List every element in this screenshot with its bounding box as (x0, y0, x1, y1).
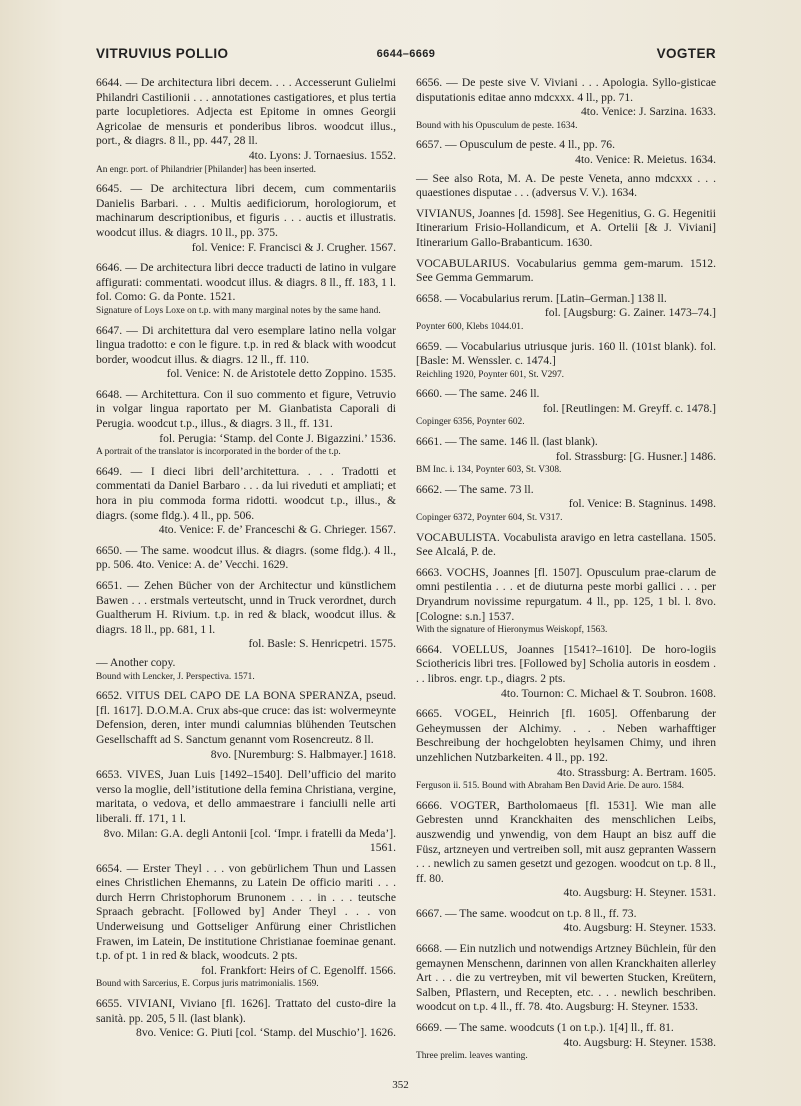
entry-description: 6655. VIVIANI, Viviano [fl. 1626]. Trattato del custo-dire la sanità. pp. 205, 5 ll. (last blank). (96, 997, 396, 1025)
entry-description: 6662. — The same. 73 ll. (416, 482, 534, 496)
entry-imprint: fol. Venice: N. de Aristotele detto Zoppino. 1535. (166, 367, 396, 381)
entry-imprint: fol. Frankfort: Heirs of C. Egenolff. 1566. (201, 963, 396, 977)
entry-description: 6654. — Erster Theyl . . . von gebürlichem Thun und Lassen eines Christlichen Ehemanns, zu Latein De officio mariti . . . durch Herrn Christophorum Brunonem . . . in . . . teutsche Spraach gebracht. [Followed by] Ander Theyl . . . von Underweisung und Gottseliger Anfürung einer Christlichen Frawen, im Latein, De institutione Christianae foeminae genant. t.p. of pt. 1 in red & black, woodcuts. 2 pts. (96, 861, 396, 963)
entry-description: 6659. — Vocabularius utriusque juris. 160 ll. (101st blank). fol. [Basle: M. Wenssler. c. 1474.] (416, 339, 716, 368)
catalogue-entry (416, 1021, 716, 1063)
catalogue-entry (96, 182, 396, 255)
entry-subnote: Bound with Lencker, J. Perspectiva. 1571. (96, 671, 255, 682)
page-number: 352 (392, 1079, 409, 1091)
entry-cross-reference: — See also Rota, M. A. De peste Veneta, anno mdcxxx . . . quaestiones disputae . . . (adversus V. V.). 1634. (416, 171, 716, 200)
entry-note: A portrait of the translator is incorporated in the border of the t.p. (96, 447, 341, 458)
entry-description: 6658. — Vocabularius rerum. [Latin–German.] 138 ll. (416, 291, 667, 305)
entry-description: 6648. — Architettura. Con il suo commento et figure, Vetruvio in volgar lingua raportato per M. Gianbatista Caporali di Perugia. woodcut t.p., illus., & diagrs. 3 ll., ff. 131. (96, 387, 396, 431)
entry-note: Signature of Loys Loxe on t.p. with many marginal notes by the same hand. (96, 305, 381, 316)
catalogue-entry (96, 689, 396, 762)
entry-note: BM Inc. i. 134, Poynter 603, St. V308. (416, 465, 562, 476)
entry-imprint: fol. [Reutlingen: M. Greyff. c. 1478.] (542, 401, 716, 415)
entry-description: 6663. VOCHS, Joannes [fl. 1507]. Opusculum prae-clarum de omni pestilentia . . . et de diuturna peste morbi gallici . . . per Dryandrum novissime repurgatum. 4 ll., pp. 125, 1 bl. l. 8vo. [Cologne: s.n.] 1537. (416, 565, 716, 623)
catalogue-entry (416, 257, 716, 286)
entry-imprint: 4to. Venice: F. de’ Franceschi & G. Chrieger. 1567. (158, 523, 396, 537)
entry-cross-reference: — Another copy. (96, 655, 176, 669)
catalogue-entry (96, 544, 396, 573)
entry-note: Three prelim. leaves wanting. (416, 1051, 528, 1062)
catalogue-entry (416, 942, 716, 1015)
entry-note: With the signature of Hieronymus Weiskopf, 1563. (416, 625, 608, 636)
entry-note: Reichling 1920, Poynter 601, St. V297. (416, 369, 565, 380)
entry-imprint: 4to. Augsburg: H. Steyner. 1531. (563, 886, 716, 900)
entry-note: Copinger 6372, Poynter 604, St. V317. (416, 513, 563, 524)
entry-imprint: fol. Strassburg: [G. Husner.] 1486. (555, 449, 716, 463)
entry-description: 6669. — The same. woodcuts (1 on t.p.). 1[4] ll., ff. 81. (416, 1021, 674, 1035)
entry-note: Ferguson ii. 515. Bound with Abraham Ben David Arie. De auro. 1584. (416, 781, 685, 792)
entry-imprint: 4to. Venice: R. Meietus. 1634. (575, 152, 716, 166)
entry-imprint: fol. Basle: S. Henricpetri. 1575. (248, 637, 396, 651)
entry-imprint: fol. Perugia: ‘Stamp. del Conte J. Bigazzini.’ 1536. (159, 431, 396, 445)
entry-note: An engr. port. of Philandrier [Philander] has been inserted. (96, 164, 316, 175)
catalogue-entry (416, 292, 716, 334)
catalogue-entry (96, 997, 396, 1041)
entry-imprint: 4to. Venice: J. Sarzina. 1633. (580, 105, 716, 119)
catalogue-entry (416, 340, 716, 382)
entry-description: 6665. VOGEL, Heinrich [fl. 1605]. Offenbarung der Geheymussen der Alchimy. . . . Neben warhafftiger Beschreibung der hochgelobten heylsamen Chimy, und ihren unzehlichen Nutzbarkeiten. 4 ll., pp. 192. (416, 707, 716, 764)
entry-imprint: 4to. Lyons: J. Tornaesius. 1552. (248, 148, 396, 162)
entry-description: 6647. — Di architettura dal vero esemplare latino nella volgar lingua tradotto: e con le figure. t.p. in red & black with woodcut border, woodcut illus. & diagrs. 12 ll., ff. 110. (96, 323, 396, 366)
entry-description: VOCABULARIUS. Vocabularius gemma gem-marum. 1512. See Gemma Gemmarum. (416, 256, 716, 285)
catalogue-entry (416, 531, 716, 560)
entry-imprint: fol. Venice: F. Francisci & J. Crugher. 1567. (191, 240, 396, 254)
catalogue-entry (416, 707, 716, 793)
entry-description: 6649. — I dieci libri dell’architettura. . . . Tradotti et commentati da Daniel Barbaro . . . da lui riveduti et ampliati; et hora in piu commoda forma ridotti. woodcut t.p., illus., & diagrs. (some fldg.). 4 ll., pp. 506. (96, 464, 396, 522)
entry-description: 6657. — Opusculum de peste. 4 ll., pp. 76. (416, 138, 616, 152)
entry-description: 6656. — De peste sive V. Viviani . . . Apologia. Syllo-gisticae disputationis editae anno mdcxxx. 4 ll., pp. 71. (416, 76, 716, 104)
entry-imprint: 8vo. Milan: G.A. degli Antonii [col. ‘Impr. i fratelli da Meda’]. 1561. (103, 826, 396, 855)
entry-description: 6651. — Zehen Bücher von der Architectur und künstlichem Bawen . . . erstmals verteutscht, unnd in Truck verordnet, durch Gualtherum H. Rivium. t.p. in red & black, woodcut illus. & diagrs. 18 ll., pp. 681, 1 l. (96, 579, 396, 636)
entry-description: 6650. — The same. woodcut illus. & diagrs. (some fldg.). 4 ll., pp. 506. 4to. Venice: A. de’ Vecchi. 1629. (96, 543, 396, 572)
entry-note: Bound with Sarcerius, E. Corpus juris matrimonialis. 1569. (96, 979, 319, 990)
entry-imprint: 4to. Augsburg: H. Steyner. 1533. (563, 921, 716, 935)
entry-note: Poynter 600, Klebs 1044.01. (416, 321, 524, 332)
entry-imprint: fol. [Augsburg: G. Zainer. 1473–74.] (544, 306, 716, 320)
entry-description: 6646. — De architectura libri decce traducti de latino in vulgare affigurati: commentati. woodcut illus. & diagrs. 8 ll., ff. 183, 1 l. fol. Como: G. da Ponte. 1521. (96, 261, 396, 304)
header-entry-range: 6644–6669 (376, 48, 436, 60)
entry-description: 6645. — De architectura libri decem, cum commentariis Danielis Barbari. . . . Multis aedificiorum, horologiorum, et machinarum descriptionibus, et figuris . . . auctis et illustratis. woodcut illus. & diagrs. 10 ll., pp. 375. (96, 182, 396, 239)
entry-description: 6653. VIVES, Juan Luis [1492–1540]. Dell’ufficio del marito verso la moglie, dell’istitutione della femina Christiana, vergine, maritata, o vedova, et dello ammaestrare i fanciulli nelle arti liberali. ff. 171, 1 l. (96, 768, 396, 825)
catalogue-entry (96, 76, 396, 176)
catalogue-entry (416, 207, 716, 251)
header-right-heading: VOGTER (656, 46, 716, 61)
catalogue-entry (416, 483, 716, 525)
entry-imprint: 8vo. [Nuremburg: S. Halbmayer.] 1618. (210, 747, 396, 761)
catalogue-entry (416, 799, 716, 901)
entry-imprint: 4to. Augsburg: H. Steyner. 1538. (563, 1035, 716, 1049)
catalogue-entry (416, 566, 716, 637)
entry-description: 6661. — The same. 146 ll. (last blank). (416, 435, 598, 449)
entry-description: 6668. — Ein nutzlich und notwendigs Artzney Büchlein, für den gemaynen Menschenn, darinnen von allen Kranckhaiten allerley Art . . . die zu vertreyben, mit vil bewerten Stucken, Kreütern, Salben, Pflastern, und Recepten, etc. . . . newlich beschriben. woodcut on t.p. 4 ll., ff. 78. 4to. Augsburg: H. Steyner. 1533. (416, 942, 716, 1014)
entry-description: 6666. VOGTER, Bartholomaeus [fl. 1531]. Wie man alle Gebresten unnd Kranckhaiten des menschlichen Leibs, auszwendig und ynwendig, von dem Haupt an bisz auff die Füsz, artzneyen und vertreiben soll, mit ausz gepranten Wassern . . . newlich zu samen gesetzt und gezogen. woodcut on t.p. 8 ll., ff. 80. (416, 798, 716, 885)
catalogue-entry (416, 387, 716, 429)
catalogue-entry (416, 907, 716, 936)
catalogue-entry (96, 768, 396, 856)
entry-note: Bound with his Opusculum de peste. 1634. (416, 120, 578, 131)
left-column (96, 76, 396, 1047)
entry-description: 6667. — The same. woodcut on t.p. 8 ll., ff. 73. (416, 906, 637, 920)
entry-imprint: 8vo. Venice: G. Piuti [col. ‘Stamp. del Muschio’]. 1626. (136, 1026, 396, 1040)
catalogue-entry (96, 579, 396, 683)
catalogue-entry (96, 465, 396, 538)
entry-description: VOCABULISTA. Vocabulista aravigo en letra castellana. 1505. See Alcalá, P. de. (416, 530, 716, 559)
header-left-heading: VITRUVIUS POLLIO (96, 46, 229, 61)
entry-imprint: fol. Venice: B. Stagninus. 1498. (568, 497, 716, 511)
catalogue-entry (96, 324, 396, 382)
catalogue-entry (416, 138, 716, 200)
entry-description: 6644. — De architectura libri decem. . . . Accesserunt Gulielmi Philandri Castilionii . . . annotationes castigatiores, et plus tertia parte locupletiores. Adjecta est Epitome in omnes Georgii Agricolae de mensuris et ponderibus libros. woodcut illus., port., & diagrs. 8 ll., pp. 447, 28 ll. (96, 76, 396, 148)
entry-imprint: 4to. Tournon: C. Michael & T. Soubron. 1608. (501, 686, 716, 700)
catalogue-entry (416, 435, 716, 477)
entry-description: 6664. VOELLUS, Joannes [1541?–1610]. De horo-logiis Sciothericis libri tres. [Followed by] Scholia autoris in eosdem . . . libros. engr. t.p., diagrs. 2 pts. (416, 642, 716, 685)
entry-note: Copinger 6356, Poynter 602. (416, 417, 525, 428)
catalogue-entry (96, 261, 396, 317)
entry-description: 6660. — The same. 246 ll. (416, 387, 540, 401)
catalogue-entry (96, 388, 396, 459)
right-column (416, 76, 716, 1069)
entry-description: 6652. VITUS DEL CAPO DE LA BONA SPERANZA, pseud. [fl. 1617]. D.O.M.A. Crux abs-que cruce: das ist: wolvermeynte Defension, deren, inter mundi calumnias blühenden Teutschen Gesellschafft ad S. Sanctum genannt vom Rosencreutz. 8 ll. (96, 689, 396, 746)
running-header (96, 46, 716, 66)
catalogue-entry (416, 643, 716, 701)
catalogue-entry (96, 862, 396, 991)
entry-description: VIVIANUS, Joannes [d. 1598]. See Hegenitius, G. G. Hegenitii Itinerarium Frisio-Hollandicum, et A. Ortelii [& J. Viviani] Itinerarium Gallo-Brabanticum. 1630. (416, 206, 716, 249)
catalogue-entry (416, 76, 716, 132)
entry-imprint: 4to. Strassburg: A. Bertram. 1605. (557, 765, 716, 779)
